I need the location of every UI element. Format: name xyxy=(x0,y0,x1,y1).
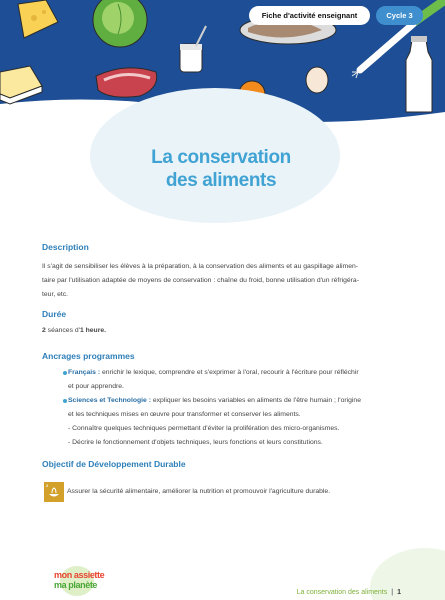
description-text xyxy=(42,260,402,302)
footer-separator: | xyxy=(391,589,394,596)
fiche-badge: Fiche d'activité enseignant xyxy=(249,6,370,25)
francais-line-1: enrichir le lexique, comprendre et s'exprimer à l'oral, recourir à l'écriture pour réfléchir xyxy=(100,369,359,376)
bullet-dot xyxy=(63,399,67,403)
lettuce-icon xyxy=(93,0,147,47)
title-line-1: La conservation xyxy=(151,147,291,168)
duree-heading: Durée xyxy=(42,309,67,319)
sciences-label: Sciences et Technologie : xyxy=(68,397,151,404)
sciences-bullet xyxy=(68,394,403,450)
page-footer xyxy=(297,589,401,596)
duree-middle: séances d' xyxy=(45,327,80,334)
description-line-1: Il s'agit de sensibiliser les élèves à la préparation, à la conservation des aliments et au gaspillage alimen- xyxy=(42,263,359,270)
sciences-line-3: - Connaître quelques techniques permettant d'éviter la prolifération des micro-organismes. xyxy=(68,425,340,432)
description-line-2: taire par l'utilisation adaptée de moyens de conservation : chaîne du froid, bonne utilisation d'un réfrigéra- xyxy=(42,277,359,284)
description-heading: Description xyxy=(42,242,89,252)
cycle-badge: Cycle 3 xyxy=(376,6,423,25)
sdg-2-hunger-icon xyxy=(44,482,64,502)
francais-bullet xyxy=(68,366,403,394)
odd-text: Assurer la sécurité alimentaire, améliorer la nutrition et promouvoir l'agriculture durable. xyxy=(67,488,331,495)
bullet-dot xyxy=(63,371,67,375)
page-number: 1 xyxy=(397,589,401,596)
francais-label: Français : xyxy=(68,369,101,376)
title-line-2: des aliments xyxy=(165,170,277,191)
duree-hours: 1 heure. xyxy=(79,327,107,334)
sdg-number: 2 xyxy=(46,483,49,488)
description-line-3: teur, etc. xyxy=(42,291,69,298)
sciences-line-1: expliquer les besoins variables en aliments de l'être humain ; l'origine xyxy=(150,397,361,404)
egg-icon xyxy=(306,67,328,93)
logo-line-1: mon assiette xyxy=(54,570,105,580)
duree-count: 2 xyxy=(42,327,46,334)
page-title xyxy=(60,146,382,192)
mon-assiette-ma-planete-logo xyxy=(48,566,118,594)
logo-line-2: ma planète xyxy=(54,580,98,590)
sciences-line-2: et les techniques mises en œuvre pour transformer et conserver les aliments. xyxy=(68,411,301,418)
footer-title: La conservation des aliments xyxy=(296,589,388,596)
programmes-heading: Ancrages programmes xyxy=(42,351,135,361)
odd-heading: Objectif de Développement Durable xyxy=(42,459,186,469)
sciences-line-4: - Décrire le fonctionnement d'objets techniques, leurs fonctions et leurs constitutions. xyxy=(68,439,323,446)
duree-text xyxy=(42,324,402,338)
francais-line-2: et pour apprendre. xyxy=(68,383,124,390)
